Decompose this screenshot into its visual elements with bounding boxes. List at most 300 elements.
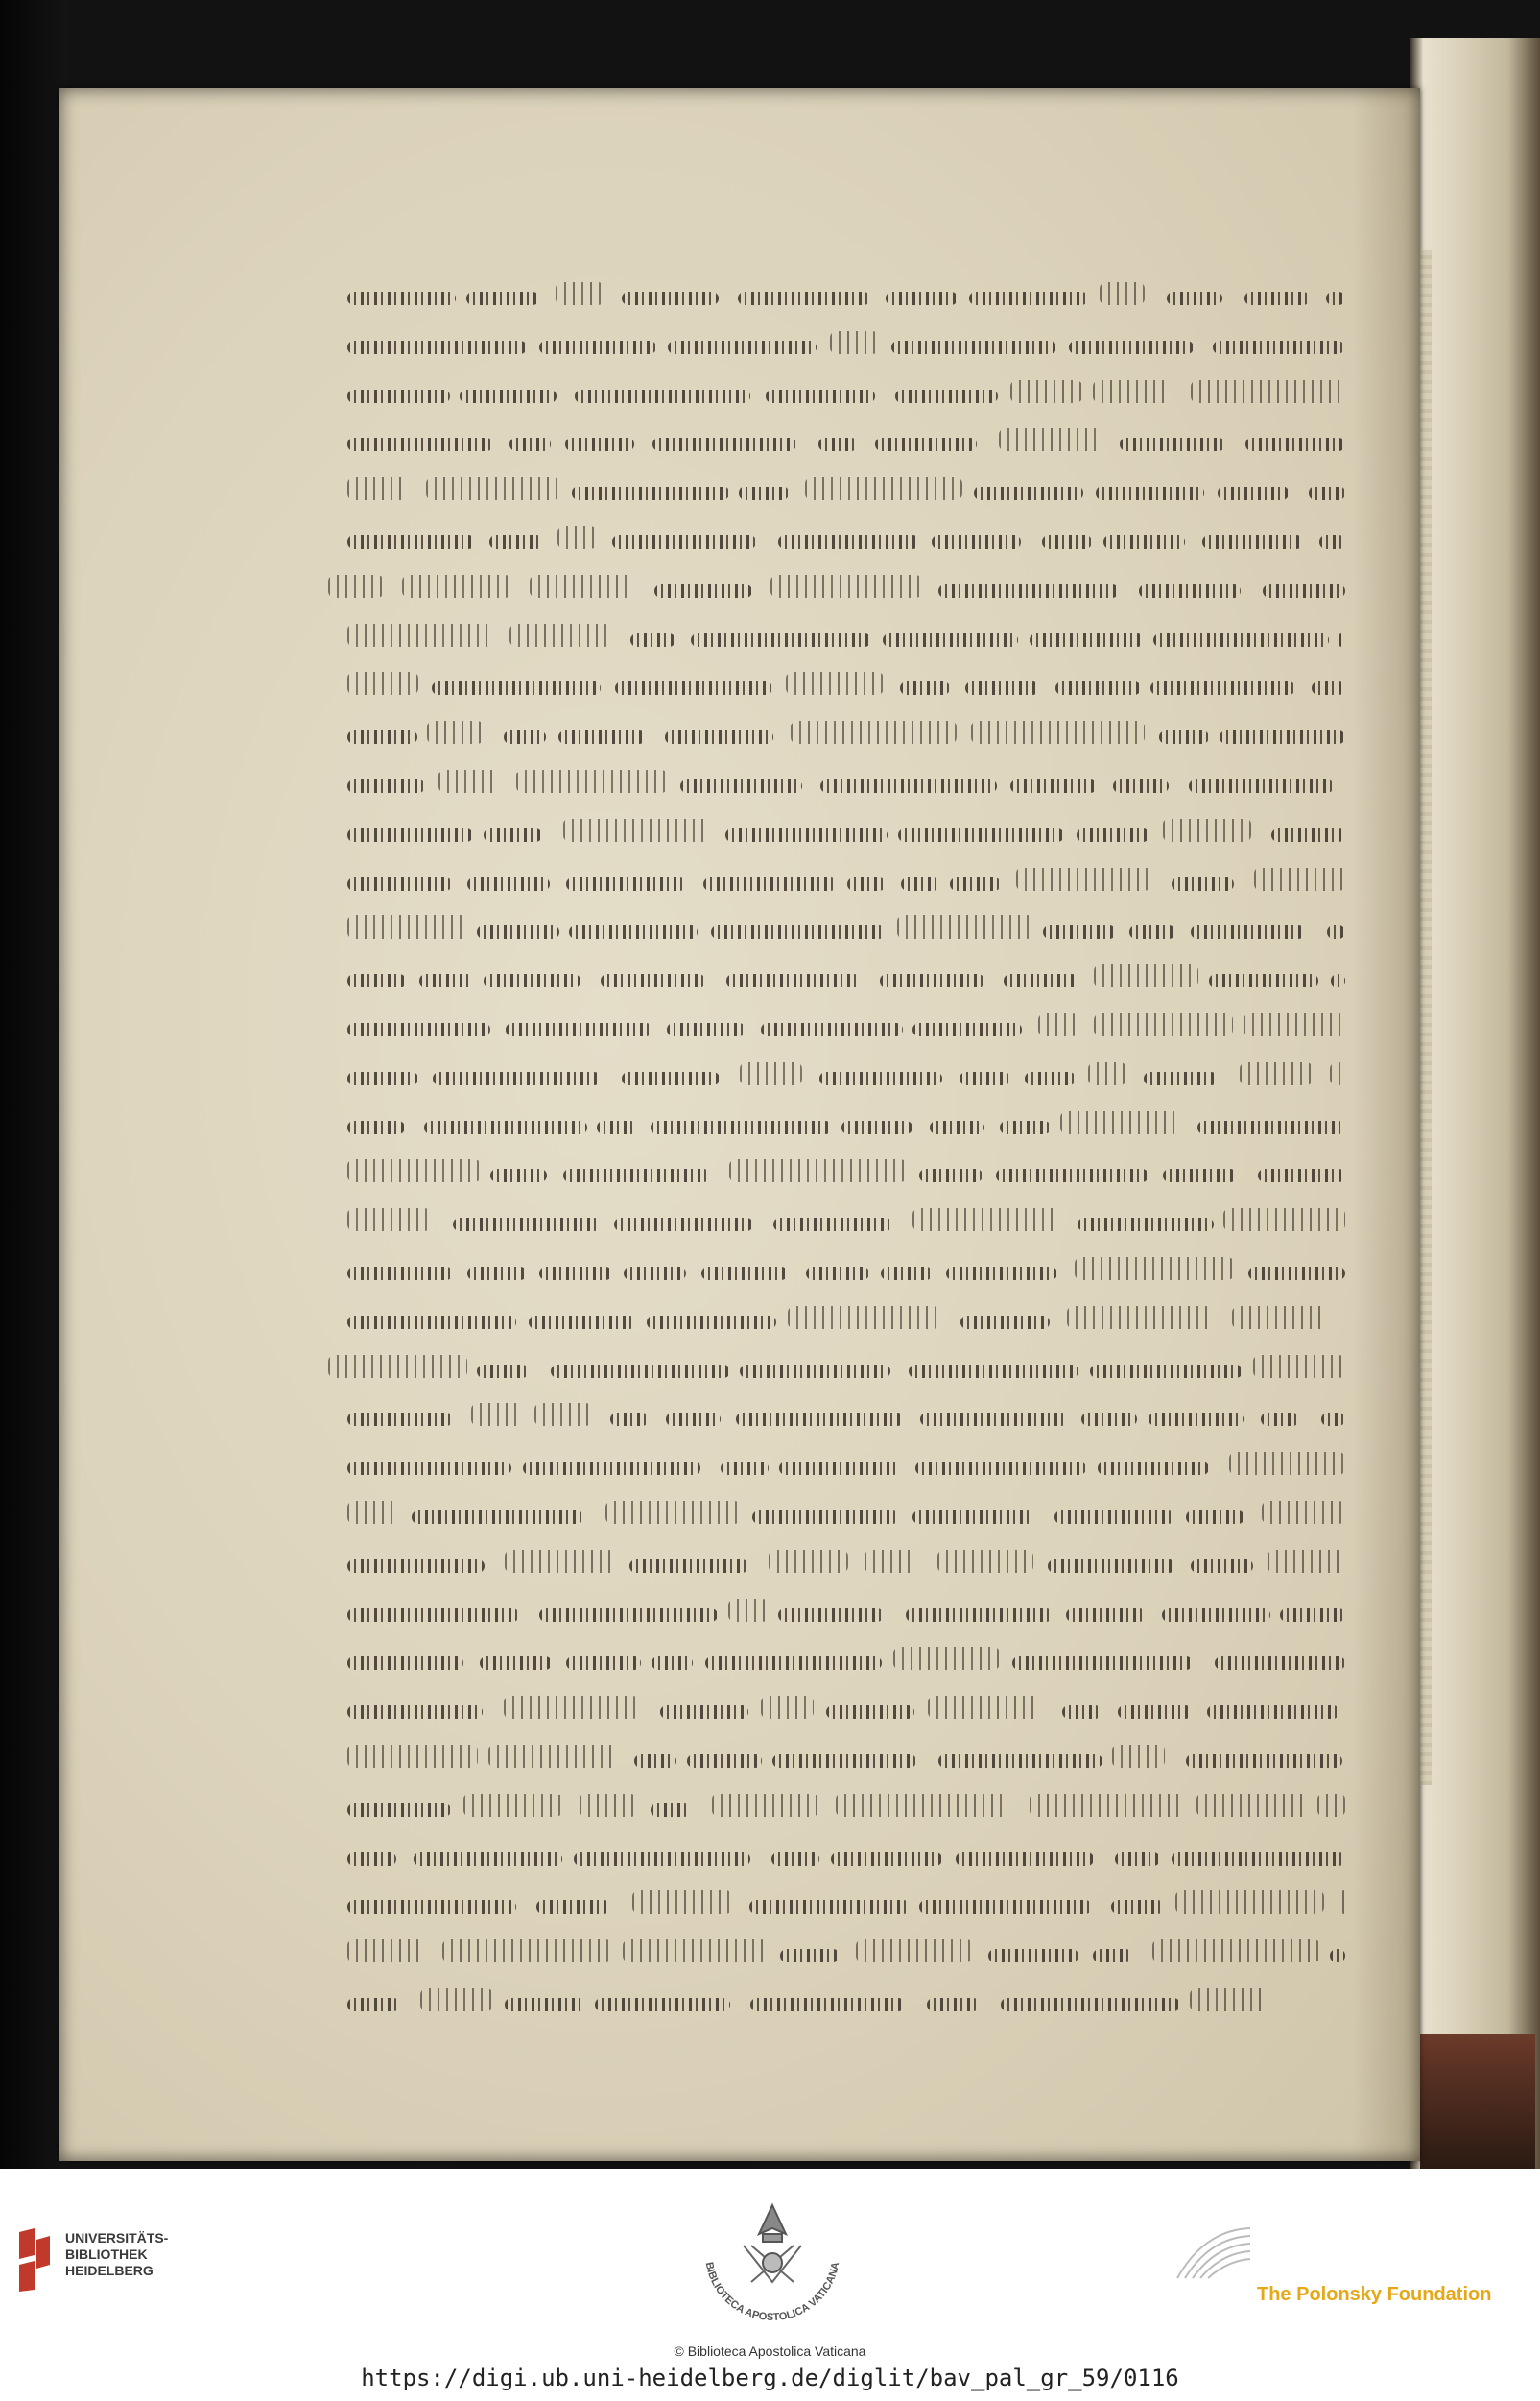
manuscript-line (347, 953, 1364, 995)
ink-word (610, 1413, 649, 1426)
ink-word (1115, 1852, 1160, 1866)
ink-word (347, 730, 417, 744)
ink-word (1001, 1998, 1180, 2011)
ink-word (819, 1072, 942, 1085)
manuscript-line (347, 465, 1364, 508)
ink-word (761, 1696, 814, 1719)
ink-word (1196, 1794, 1308, 1817)
ink-word (769, 1550, 848, 1573)
ink-word (433, 1072, 601, 1085)
ink-word (1129, 925, 1175, 939)
ink-word (601, 974, 705, 987)
ink-word (770, 575, 922, 598)
ink-word (1096, 487, 1204, 500)
ink-word (1098, 1462, 1209, 1475)
manuscript-line (347, 1782, 1364, 1824)
manuscript-line (347, 904, 1364, 946)
ink-word (484, 828, 542, 842)
ink-word (595, 1998, 730, 2011)
ink-word (1067, 1306, 1213, 1329)
ink-word (912, 1208, 1058, 1231)
ink-word (856, 1939, 973, 1962)
book-left-edge (0, 0, 67, 2169)
ink-word (788, 1306, 939, 1329)
uni-name-line-2: BIBLIOTHEK (65, 2246, 148, 2262)
ink-word (875, 438, 977, 451)
ink-word (347, 1705, 483, 1719)
manuscript-line (347, 368, 1364, 411)
ink-word (915, 1462, 1086, 1475)
ink-word (736, 1413, 904, 1426)
ink-word (898, 828, 1064, 842)
ink-word (906, 1608, 1053, 1622)
ink-word (1139, 584, 1241, 598)
ink-word (477, 1365, 529, 1378)
ink-word (1075, 1257, 1234, 1280)
manuscript-line (347, 660, 1364, 702)
manuscript-line (347, 1587, 1364, 1629)
ink-word (1012, 1656, 1193, 1670)
ink-word (328, 1355, 467, 1378)
ink-word (328, 575, 384, 598)
ink-word (919, 1169, 983, 1182)
ink-word (1268, 1550, 1345, 1573)
ink-word (1220, 730, 1345, 744)
ink-word (1213, 341, 1344, 354)
ink-word (1111, 1900, 1164, 1914)
ink-word (909, 1365, 1078, 1378)
uni-name-line-3: HEIDELBERG (65, 2263, 154, 2278)
ink-word (347, 1121, 405, 1134)
ink-word (1271, 828, 1345, 842)
ink-word (1077, 828, 1149, 842)
ink-word (1261, 1413, 1299, 1426)
ink-word (523, 1462, 700, 1475)
ink-word (347, 1852, 396, 1866)
ink-word (566, 1656, 641, 1670)
ink-word (660, 1705, 748, 1719)
ink-word (687, 1754, 762, 1768)
ink-word (536, 1900, 610, 1914)
ink-word (1162, 1608, 1270, 1622)
ink-word (1327, 925, 1345, 939)
ink-word (504, 730, 546, 744)
ink-word (974, 487, 1083, 500)
ink-word (534, 1403, 592, 1426)
ink-word (1010, 380, 1082, 403)
ink-word (791, 721, 957, 744)
ink-word (1191, 1559, 1253, 1573)
ink-word (883, 633, 1018, 647)
ink-word (971, 721, 1145, 744)
ink-word (786, 672, 884, 695)
ink-word (489, 535, 543, 549)
ink-word (551, 1365, 730, 1378)
footer-bar (0, 2169, 1540, 2401)
ink-word (347, 477, 408, 500)
ink-word (1088, 1062, 1126, 1085)
ink-word (938, 1754, 1102, 1768)
ink-word (1100, 282, 1145, 305)
ink-word (912, 1510, 1033, 1524)
ink-word (680, 779, 802, 793)
ink-word (665, 730, 773, 744)
ink-word (347, 974, 406, 987)
ink-word (740, 1062, 802, 1085)
ink-word (1190, 1988, 1268, 2011)
ink-word (740, 1365, 890, 1378)
manuscript-line (347, 1440, 1364, 1483)
ink-word (778, 535, 919, 549)
ink-word (1330, 1949, 1345, 1962)
ink-word (766, 390, 875, 403)
ink-word (572, 487, 729, 500)
ink-word (347, 1998, 400, 2011)
ink-word (347, 915, 467, 939)
ink-word (1060, 1111, 1179, 1134)
ink-word (623, 1939, 768, 1962)
ink-word (728, 1599, 769, 1622)
spine-leather (1420, 2034, 1535, 2169)
manuscript-line (347, 758, 1364, 800)
ink-word (622, 292, 719, 305)
ink-word (950, 877, 1001, 891)
ink-word (1223, 1208, 1345, 1231)
ink-word (488, 1745, 617, 1768)
ink-word (419, 974, 473, 987)
ink-word (1030, 633, 1144, 647)
ink-word (1112, 1745, 1165, 1768)
manuscript-line (347, 1295, 1364, 1337)
ink-word (1209, 974, 1318, 987)
manuscript-line (347, 1489, 1364, 1532)
ink-word (830, 331, 879, 354)
ink-word (1078, 1218, 1214, 1231)
ink-word (347, 1939, 423, 1962)
manuscript-page (59, 88, 1420, 2161)
university-library-name[interactable] (65, 2230, 219, 2279)
ink-word (1218, 487, 1289, 500)
ink-word (1163, 1169, 1237, 1182)
ink-word (1330, 1062, 1345, 1085)
manuscript-line (347, 1148, 1364, 1190)
ink-word (738, 292, 870, 305)
ink-word (420, 1988, 493, 2011)
ink-word (778, 1608, 884, 1622)
ink-word (1215, 1656, 1345, 1670)
ink-word (1319, 535, 1345, 549)
ink-word (1189, 779, 1334, 793)
manuscript-line (347, 563, 1364, 606)
spine-binding-strip (1418, 250, 1432, 1785)
ink-word (347, 1316, 516, 1329)
ink-word (477, 925, 559, 939)
ink-word (831, 1852, 942, 1866)
ink-word (988, 1949, 1078, 1962)
ink-word (691, 633, 871, 647)
ink-word (529, 1316, 636, 1329)
ink-word (1262, 1501, 1345, 1524)
ink-word (1103, 535, 1185, 549)
manuscript-line (347, 416, 1364, 459)
ink-word (1094, 1013, 1233, 1036)
manuscript-line (347, 1051, 1364, 1093)
permalink-url[interactable]: https://digi.ub.uni-heidelberg.de/diglit/bav_pal_gr_59/0116 (361, 2365, 1179, 2391)
ink-word (347, 1072, 418, 1085)
ink-word (1144, 1072, 1218, 1085)
ink-word (347, 341, 527, 354)
ink-word (932, 535, 1021, 549)
ink-word (1152, 1939, 1320, 1962)
ink-word (347, 1745, 478, 1768)
ink-word (453, 1218, 601, 1231)
ink-word (442, 1939, 612, 1962)
copyright-notice: © Biblioteca Apostolica Vaticana (674, 2343, 866, 2359)
ink-word (956, 1852, 1094, 1866)
ink-word (347, 1462, 511, 1475)
ink-word (471, 1403, 523, 1426)
ink-word (841, 1121, 912, 1134)
ink-word (412, 1510, 583, 1524)
ink-word (1312, 681, 1345, 695)
ink-word (726, 974, 861, 987)
ink-word (1263, 584, 1345, 598)
ink-word (1081, 1413, 1137, 1426)
ink-word (750, 1998, 905, 2011)
ink-word (558, 730, 646, 744)
manuscript-line (347, 856, 1364, 898)
ink-word (505, 1998, 585, 2011)
ink-word (467, 877, 550, 891)
ink-word (1244, 292, 1310, 305)
ink-word (509, 438, 551, 451)
ink-word (490, 1169, 547, 1182)
ink-word (615, 681, 772, 695)
ink-word (347, 1656, 463, 1670)
ink-word (574, 1852, 750, 1866)
ink-word (347, 1501, 399, 1524)
ink-word (1186, 1754, 1342, 1768)
ink-word (805, 477, 962, 500)
ink-word (506, 1023, 652, 1036)
ink-word (703, 877, 837, 891)
ink-word (580, 1794, 637, 1817)
ink-word (1010, 779, 1097, 793)
manuscript-line (347, 1197, 1364, 1239)
manuscript-line (347, 1879, 1364, 1921)
ink-word (438, 770, 499, 793)
ink-word (347, 535, 475, 549)
ink-word (652, 438, 796, 451)
ink-word (1317, 1794, 1345, 1817)
manuscript-line (347, 1100, 1364, 1142)
manuscript-line (347, 1538, 1364, 1581)
ink-word (1069, 341, 1194, 354)
ink-word (1309, 487, 1345, 500)
ink-word (575, 390, 750, 403)
manuscript-line (347, 320, 1364, 362)
ink-word (414, 1852, 562, 1866)
ink-word (1167, 292, 1222, 305)
ink-word (1004, 974, 1078, 987)
polonsky-foundation-name[interactable]: The Polonsky Foundation (1257, 2284, 1492, 2305)
ink-word (1191, 380, 1345, 403)
bav-seal-text: BIBLIOTECA APOSTOLICA VATICANA (702, 2261, 842, 2324)
ink-word (347, 672, 418, 695)
uni-name-line-1: UNIVERSITÄTS- (65, 2230, 169, 2246)
ink-word (1163, 819, 1251, 842)
ink-word (614, 1218, 753, 1231)
ink-word (463, 1794, 562, 1817)
manuscript-line (347, 709, 1364, 751)
ink-word (1197, 1121, 1345, 1134)
ink-word (668, 341, 817, 354)
ink-word (634, 1754, 676, 1768)
ink-word (347, 1413, 453, 1426)
ink-word (900, 681, 950, 695)
ink-word (1339, 633, 1345, 647)
ink-word (1090, 1365, 1243, 1378)
manuscript-line (347, 1391, 1364, 1434)
ink-word (818, 438, 858, 451)
ink-word (426, 477, 559, 500)
manuscript-line (347, 1928, 1364, 1970)
ink-word (780, 1949, 840, 1962)
ink-word (806, 1267, 869, 1280)
manuscript-line (347, 1343, 1364, 1386)
ink-word (666, 1413, 721, 1426)
ink-word (1232, 1306, 1327, 1329)
ink-word (467, 1267, 527, 1280)
manuscript-line (347, 1635, 1364, 1677)
ink-word (826, 1705, 914, 1719)
ink-word (1254, 868, 1345, 891)
ink-word (667, 1023, 746, 1036)
ink-word (820, 779, 997, 793)
ink-word (965, 681, 1039, 695)
ink-word (927, 1998, 980, 2011)
ink-word (347, 1208, 431, 1231)
vatican-library-seal-icon[interactable] (676, 2186, 868, 2340)
ink-word (1207, 1705, 1339, 1719)
manuscript-line (347, 1002, 1364, 1044)
ink-word (901, 877, 939, 891)
ink-word (1202, 535, 1303, 549)
ink-word (847, 877, 886, 891)
ink-word (895, 390, 998, 403)
ink-word (556, 282, 604, 305)
ink-word (1245, 438, 1345, 451)
ink-word (897, 915, 1033, 939)
ink-word (772, 1754, 916, 1768)
ink-word (612, 535, 756, 549)
ink-word (996, 1169, 1149, 1182)
ink-word (347, 1267, 453, 1280)
ink-word (569, 925, 698, 939)
ink-word (347, 828, 473, 842)
ink-word (347, 1608, 519, 1622)
ink-word (563, 1169, 710, 1182)
ink-word (347, 877, 452, 891)
ink-word (347, 1023, 490, 1036)
ink-word (347, 292, 456, 305)
ink-word (761, 1023, 903, 1036)
ink-word (960, 1072, 1010, 1085)
ink-word (865, 1550, 916, 1573)
ink-word (1093, 1949, 1132, 1962)
ink-word (1191, 925, 1305, 939)
ink-word (1055, 681, 1141, 695)
polonsky-logo-icon[interactable] (1175, 2226, 1252, 2280)
ink-word (1120, 438, 1225, 451)
ink-word (1321, 1413, 1345, 1426)
ink-word (960, 1316, 1050, 1329)
ink-word (347, 1559, 485, 1573)
ink-word (886, 292, 958, 305)
ink-word (654, 584, 752, 598)
manuscript-line (347, 612, 1364, 654)
ink-word (605, 1501, 741, 1524)
ink-word (711, 925, 886, 939)
ink-word (565, 438, 634, 451)
manuscript-line (347, 807, 1364, 849)
ink-word (1258, 1169, 1345, 1182)
ink-word (721, 1462, 769, 1475)
ink-word (347, 1159, 481, 1182)
ink-word (630, 633, 675, 647)
ink-word (539, 341, 656, 354)
ink-word (705, 1656, 882, 1670)
ink-word (1038, 1013, 1078, 1036)
ink-word (651, 1121, 832, 1134)
ink-word (1048, 1559, 1175, 1573)
ink-word (1326, 292, 1345, 305)
ink-word (432, 681, 601, 695)
ink-word (557, 526, 597, 549)
ink-word (1016, 868, 1150, 891)
ink-word (969, 292, 1088, 305)
ink-word (891, 341, 1056, 354)
manuscript-line (347, 271, 1364, 313)
ink-word (937, 1550, 1033, 1573)
ink-word (622, 1072, 720, 1085)
ink-word (509, 624, 611, 647)
ink-word (347, 1900, 516, 1914)
ink-word (893, 1647, 1000, 1670)
ink-word (1043, 925, 1116, 939)
ink-word (632, 1890, 732, 1914)
ink-word (1172, 877, 1234, 891)
ink-word (999, 428, 1102, 451)
ink-word (347, 438, 493, 451)
ink-word (773, 1218, 892, 1231)
ink-word (1172, 1852, 1345, 1866)
manuscript-line (347, 1733, 1364, 1775)
ink-word (1066, 1608, 1146, 1622)
ink-word (652, 1656, 693, 1670)
manuscript-line (347, 1831, 1364, 1873)
ink-word (1159, 730, 1209, 744)
ink-word (1150, 681, 1295, 695)
ink-word (484, 974, 580, 987)
university-logo-icon[interactable] (15, 2226, 54, 2294)
ink-word (920, 1413, 1068, 1426)
ink-word (1094, 964, 1198, 987)
ink-word (701, 1267, 788, 1280)
ink-word (725, 828, 888, 842)
ink-word (739, 487, 789, 500)
ink-word (347, 1803, 451, 1817)
